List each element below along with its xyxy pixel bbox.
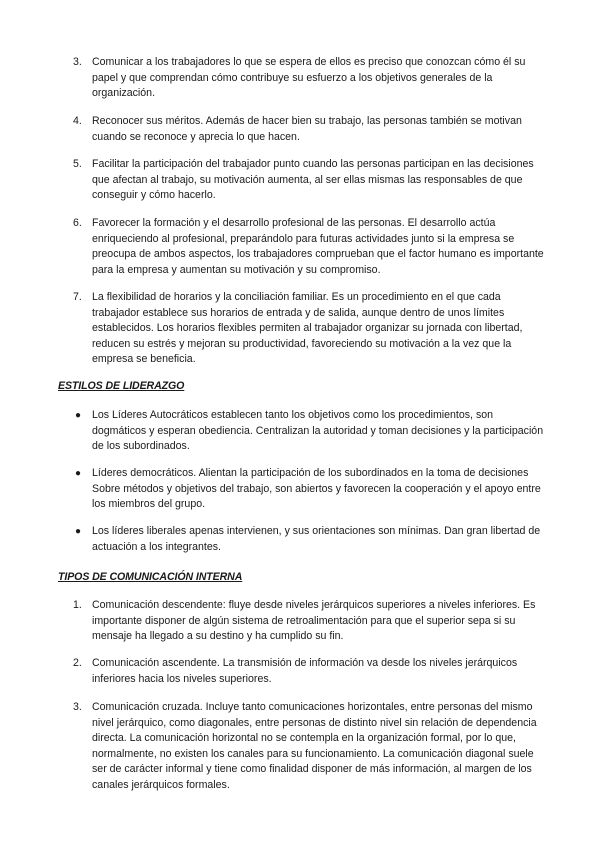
list-marker: 7. [73, 291, 82, 303]
list-item-text: Comunicación ascendente. La transmisión de información va desde los niveles jerárquicos inferiores hacia los niveles superiores. [92, 657, 518, 685]
list-item-text: Favorecer la formación y el desarrollo profesional de las personas. El desarrollo actúa enriqueciendo al profesional, preparándolo para futuras actividades junto si la empresa se preocupa de ambos aspectos, los trabajadores comprueban que el factor humano es importante para la empresa y aumentan su motivación y su compromiso. [92, 217, 544, 276]
list-item [0, 598, 600, 645]
list-item-text: La flexibilidad de horarios y la conciliación familiar. Es un procedimiento en el que cada trabajador establece sus horarios de entrada y de salida, aunque dentro de unos límites establecidos. Los horarios flexibles permiten al trabajador organizar su jornada con libertad, reducen su estrés y mejoran su productividad, favoreciendo su motivación a la vez que la empresa se beneficia. [92, 291, 523, 366]
list-item [0, 656, 600, 687]
list-item-text: Comunicación descendente: fluye desde niveles jerárquicos superiores a niveles inferiores. Es importante disponer de algún sistema de retroalimentación para que el superior sepa si su mensaje ha llegado a su destino y ha cumplido su fin. [92, 599, 536, 643]
list-item-text: Reconocer sus méritos. Además de hacer bien su trabajo, las personas también se motivan cuando se reconoce y aprecia lo que hacen. [92, 115, 522, 143]
list-item [0, 114, 600, 145]
list-item [0, 700, 600, 794]
list-item [0, 157, 600, 204]
list-item-text: Facilitar la participación del trabajador punto cuando las personas participan en las decisiones que afectan al trabajo, su motivación aumenta, al ser ellas mismas las responsables de que conseguir y cómo hacerlo. [92, 158, 534, 202]
list-item [0, 216, 600, 278]
list-item-text: Comunicación cruzada. Incluye tanto comunicaciones horizontales, entre personas del mismo nivel jerárquico, como diagonales, entre personas de distinto nivel sin relación de dependencia directa. La comunicación horizontal no se contempla en la organización formal, por lo que, normalmente, no existen los canales para su funcionamiento. La comunicación diagonal suele ser de carácter informal y tiene como finalidad disponer de más información, al margen de los canales jerárquicos formales. [92, 701, 537, 791]
list-item [0, 524, 600, 555]
list-marker: 4. [73, 115, 82, 127]
list-marker: 3. [73, 56, 82, 68]
list-item-text: Los líderes liberales apenas intervienen, y sus orientaciones son mínimas. Dan gran libertad de actuación a los integrantes. [92, 525, 541, 553]
list-item [0, 55, 600, 102]
list-item [0, 408, 600, 455]
bullet-icon: ● [75, 410, 82, 421]
list-marker: 2. [73, 657, 82, 669]
bullet-icon: ● [75, 526, 82, 537]
list-marker: 6. [73, 217, 82, 229]
section-heading-communication: TIPOS DE COMUNICACIÓN INTERNA [58, 571, 243, 583]
section-heading-leadership: ESTILOS DE LIDERAZGO [58, 380, 185, 392]
bullet-icon: ● [75, 468, 82, 479]
list-marker: 5. [73, 158, 82, 170]
list-item-text: Comunicar a los trabajadores lo que se espera de ellos es preciso que conozcan cómo él su papel y que comprendan cómo contribuye su esfuerzo a los objetivos generales de la organización. [92, 56, 526, 100]
list-item [0, 466, 600, 513]
list-item [0, 290, 600, 368]
list-item-text: Líderes democráticos. Alientan la participación de los subordinados en la toma de decisiones Sobre métodos y objetivos del trabajo, son abiertos y favorecen la cooperación y el apoyo entre los miembros del grupo. [92, 467, 541, 511]
list-marker: 1. [73, 599, 82, 611]
list-item-text: Los Líderes Autocráticos establecen tanto los objetivos como los procedimientos, son dogmáticos y esperan obediencia. Centralizan la autoridad y toman decisiones y la participación de los subordinados. [92, 409, 544, 453]
list-marker: 3. [73, 701, 82, 713]
